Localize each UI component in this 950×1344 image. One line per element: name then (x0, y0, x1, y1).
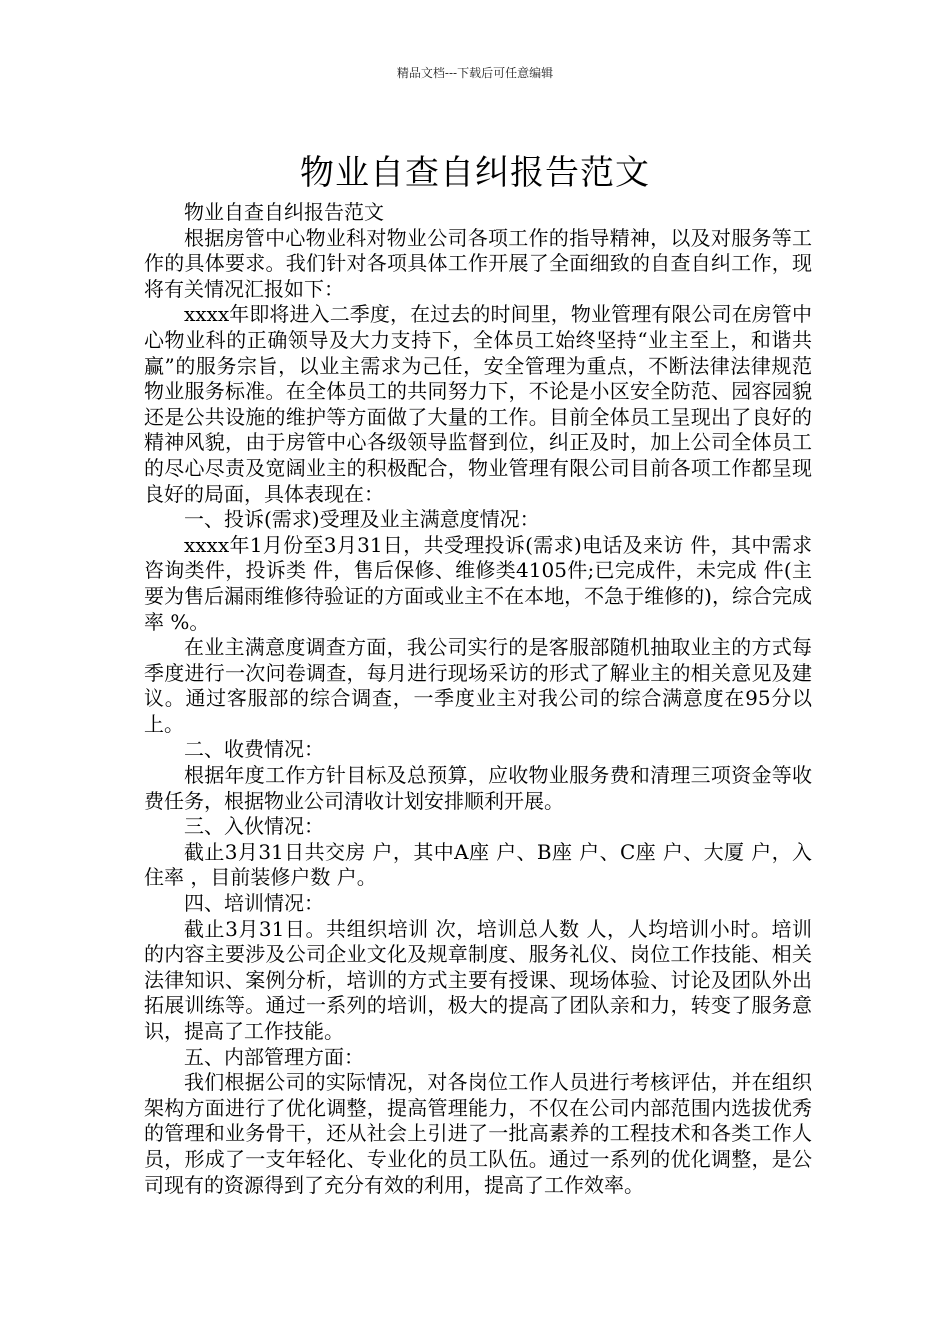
body-paragraph: 根据年度工作方针目标及总预算，应收物业服务费和清理三项资金等收费任务，根据物业公司清收计划安排顺利开展。 (144, 763, 812, 813)
document-body (144, 200, 812, 1198)
section-heading: 四、培训情况： (184, 891, 324, 916)
header-note: 精品文档---下载后可任意编辑 (396, 66, 554, 80)
body-paragraph: xxxx年1月份至3月31日，共受理投诉(需求)电话及来访 件，其中需求咨询类件，投诉类 件，售后保修、维修类4105件;已完成件，未完成 件(主要为售后漏雨维修待验证的方面或业主不在本地，不急于维修的)，综合完成率 %。 (144, 532, 812, 634)
body-paragraph: 物业自查自纠报告范文 (184, 200, 384, 224)
body-paragraph: 根据房管中心物业科对物业公司各项工作的指导精神，以及对服务等工作的具体要求。我们针对各项具体工作开展了全面细致的自查自纠工作，现将有关情况汇报如下： (144, 225, 812, 301)
document-title: 物业自查自纠报告范文 (300, 152, 650, 193)
body-paragraph: 在业主满意度调查方面，我公司实行的是客服部随机抽取业主的方式每季度进行一次问卷调查，每月进行现场采访的形式了解业主的相关意见及建议。通过客服部的综合调查，一季度业主对我公司的综合满意度在95分以上。 (144, 635, 812, 736)
section-heading: 一、投诉(需求)受理及业主满意度情况： (184, 507, 540, 532)
section-heading: 五、内部管理方面： (184, 1044, 364, 1069)
section-heading: 二、收费情况： (184, 737, 324, 762)
body-paragraph: 截止3月31日。共组织培训 次，培训总人数 人，人均培训小时。培训的内容主要涉及公司企业文化及规章制度、服务礼仪、岗位工作技能、相关法律知识、案例分析，培训的方式主要有授课、现场体验、讨论及团队外出拓展训练等。通过一系列的培训，极大的提高了团队亲和力，转变了服务意识，提高了工作技能。 (144, 916, 812, 1043)
body-paragraph: 截止3月31日共交房 户，其中A座 户、B座 户、C座 户、大厦 户，入住率 ，目前装修户数 户。 (144, 839, 812, 890)
body-paragraph: 我们根据公司的实际情况，对各岗位工作人员进行考核评估，并在组织架构方面进行了优化调整，提高管理能力，不仅在公司内部范围内选拔优秀的管理和业务骨干，还从社会上引进了一批高素养的工程技术和各类工作人员，形成了一支年轻化、专业化的员工队伍。通过一系列的优化调整，是公司现有的资源得到了充分有效的利用，提高了工作效率。 (144, 1070, 812, 1197)
body-paragraph: xxxx年即将进入二季度，在过去的时间里，物业管理有限公司在房管中心物业科的正确领导及大力支持下，全体员工始终坚持“业主至上，和谐共赢”的服务宗旨，以业主需求为己任，安全管理为重点，不断法律法律规范物业服务标准。在全体员工的共同努力下，不论是小区安全防范、园容园貌还是公共设施的维护等方面做了大量的工作。目前全体员工呈现出了良好的精神风貌，由于房管中心各级领导监督到位，纠正及时，加上公司全体员工的尽心尽责及宽阔业主的积极配合，物业管理有限公司目前各项工作都呈现良好的局面，具体表现在： (144, 302, 812, 506)
section-heading: 三、入伙情况： (184, 814, 324, 839)
